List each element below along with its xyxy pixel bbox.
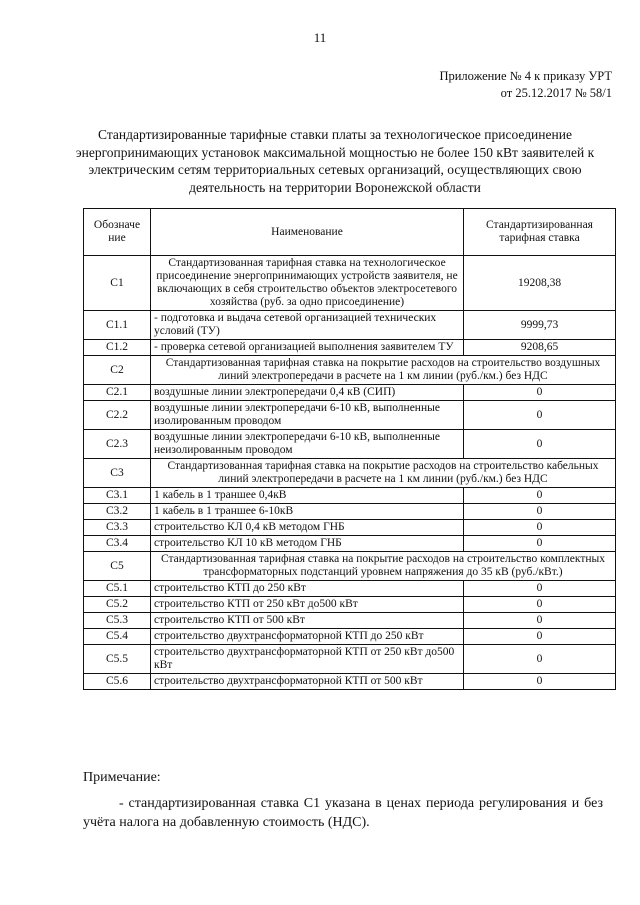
row-name: воздушные линии электропередачи 6-10 кВ, выполненные неизолированным проводом xyxy=(151,430,464,459)
table-row xyxy=(84,629,616,645)
row-name: Стандартизованная тарифная ставка на технологическое присоединение энергопринимающих устройств заявителя, не включающих в себя строительство объектов электросетевого хозяйства (руб. за одно присоединение) xyxy=(151,256,464,311)
row-section-title: Стандартизованная тарифная ставка на покрытие расходов на строительство комплектных трансформаторных подстанций уровнем напряжения до 35 кВ (руб./кВт.) xyxy=(151,552,616,581)
table-row xyxy=(84,504,616,520)
table-row xyxy=(84,536,616,552)
row-value: 0 xyxy=(464,613,616,629)
tariff-table xyxy=(83,208,616,690)
table-row xyxy=(84,459,616,488)
header-value: Стандартизированная тарифная ставка xyxy=(464,209,616,256)
row-value: 0 xyxy=(464,488,616,504)
row-name: строительство КЛ 0,4 кВ методом ГНБ xyxy=(151,520,464,536)
row-name: строительство КЛ 10 кВ методом ГНБ xyxy=(151,536,464,552)
table-row xyxy=(84,674,616,690)
row-name: строительство КТП от 250 кВт до500 кВт xyxy=(151,597,464,613)
row-name: 1 кабель в 1 траншее 0,4кВ xyxy=(151,488,464,504)
row-name: - подготовка и выдача сетевой организацией технических условий (ТУ) xyxy=(151,311,464,340)
appendix-line-2: от 25.12.2017 № 58/1 xyxy=(500,86,612,100)
page-number: 11 xyxy=(313,30,327,45)
row-value: 0 xyxy=(464,629,616,645)
table-row xyxy=(84,401,616,430)
row-name: воздушные линии электропередачи 0,4 кВ (СИП) xyxy=(151,385,464,401)
row-section-title: Стандартизованная тарифная ставка на покрытие расходов на строительство кабельных линий электропередачи в расчете на 1 км линии (руб./км.) без НДС xyxy=(151,459,616,488)
row-value: 0 xyxy=(464,401,616,430)
table-row xyxy=(84,581,616,597)
header-name: Наименование xyxy=(151,209,464,256)
table-row xyxy=(84,613,616,629)
table-body xyxy=(84,256,616,690)
row-code: С3.1 xyxy=(84,488,151,504)
row-value: 19208,38 xyxy=(464,256,616,311)
table-row xyxy=(84,311,616,340)
row-code: С1.2 xyxy=(84,340,151,356)
row-name: строительство двухтрансформаторной КТП от 250 кВт до500 кВт xyxy=(151,645,464,674)
row-value: 0 xyxy=(464,597,616,613)
table-row xyxy=(84,356,616,385)
row-name: - проверка сетевой организацией выполнения заявителем ТУ xyxy=(151,340,464,356)
row-code: С5.1 xyxy=(84,581,151,597)
row-code: С5.4 xyxy=(84,629,151,645)
row-name: строительство двухтрансформаторной КТП до 250 кВт xyxy=(151,629,464,645)
row-code: С3.2 xyxy=(84,504,151,520)
table-header-row xyxy=(84,209,616,256)
row-code: С2.2 xyxy=(84,401,151,430)
row-code: С1 xyxy=(84,256,151,311)
row-code: С3.3 xyxy=(84,520,151,536)
document-title: Стандартизированные тарифные ставки платы за технологическое присоединение энергопринимающих установок максимальной мощностью не более 150 кВт заявителей к электрическим сетям территориальных сетевых организаций, осуществляющих свою деятельность на территории Воронежской области xyxy=(75,127,595,195)
row-value: 0 xyxy=(464,520,616,536)
row-name: строительство КТП до 250 кВт xyxy=(151,581,464,597)
row-code: С5.5 xyxy=(84,645,151,674)
table-row xyxy=(84,488,616,504)
table-row xyxy=(84,385,616,401)
appendix-line-1: Приложение № 4 к приказу УРТ xyxy=(439,69,612,83)
row-code: С3 xyxy=(84,459,151,488)
row-value: 0 xyxy=(464,385,616,401)
row-code: С1.1 xyxy=(84,311,151,340)
note-text: - стандартизированная ставка С1 указана в ценах периода регулирования и без учёта налога на добавленную стоимость (НДС). xyxy=(83,796,603,830)
row-value: 0 xyxy=(464,430,616,459)
appendix-reference xyxy=(439,68,612,102)
header-code: Обозначе ние xyxy=(84,209,151,256)
row-name: 1 кабель в 1 траншее 6-10кВ xyxy=(151,504,464,520)
row-value: 0 xyxy=(464,674,616,690)
row-code: С2 xyxy=(84,356,151,385)
row-name: воздушные линии электропередачи 6-10 кВ, выполненные изолированным проводом xyxy=(151,401,464,430)
row-value: 0 xyxy=(464,536,616,552)
row-value: 0 xyxy=(464,504,616,520)
row-section-title: Стандартизованная тарифная ставка на покрытие расходов на строительство воздушных линий электропередачи в расчете на 1 км линии (руб./км.) без НДС xyxy=(151,356,616,385)
table-row xyxy=(84,340,616,356)
row-value: 0 xyxy=(464,581,616,597)
row-code: С5.6 xyxy=(84,674,151,690)
table-row xyxy=(84,520,616,536)
row-name: строительство двухтрансформаторной КТП от 500 кВт xyxy=(151,674,464,690)
row-code: С3.4 xyxy=(84,536,151,552)
row-code: С5 xyxy=(84,552,151,581)
table-row xyxy=(84,256,616,311)
table-row xyxy=(84,597,616,613)
row-value: 0 xyxy=(464,645,616,674)
table-row xyxy=(84,552,616,581)
row-name: строительство КТП от 500 кВт xyxy=(151,613,464,629)
row-code: С2.1 xyxy=(84,385,151,401)
note-heading: Примечание: xyxy=(83,770,161,785)
row-code: С5.2 xyxy=(84,597,151,613)
table-row xyxy=(84,430,616,459)
table-row xyxy=(84,645,616,674)
row-value: 9999,73 xyxy=(464,311,616,340)
row-code: С2.3 xyxy=(84,430,151,459)
row-value: 9208,65 xyxy=(464,340,616,356)
row-code: С5.3 xyxy=(84,613,151,629)
